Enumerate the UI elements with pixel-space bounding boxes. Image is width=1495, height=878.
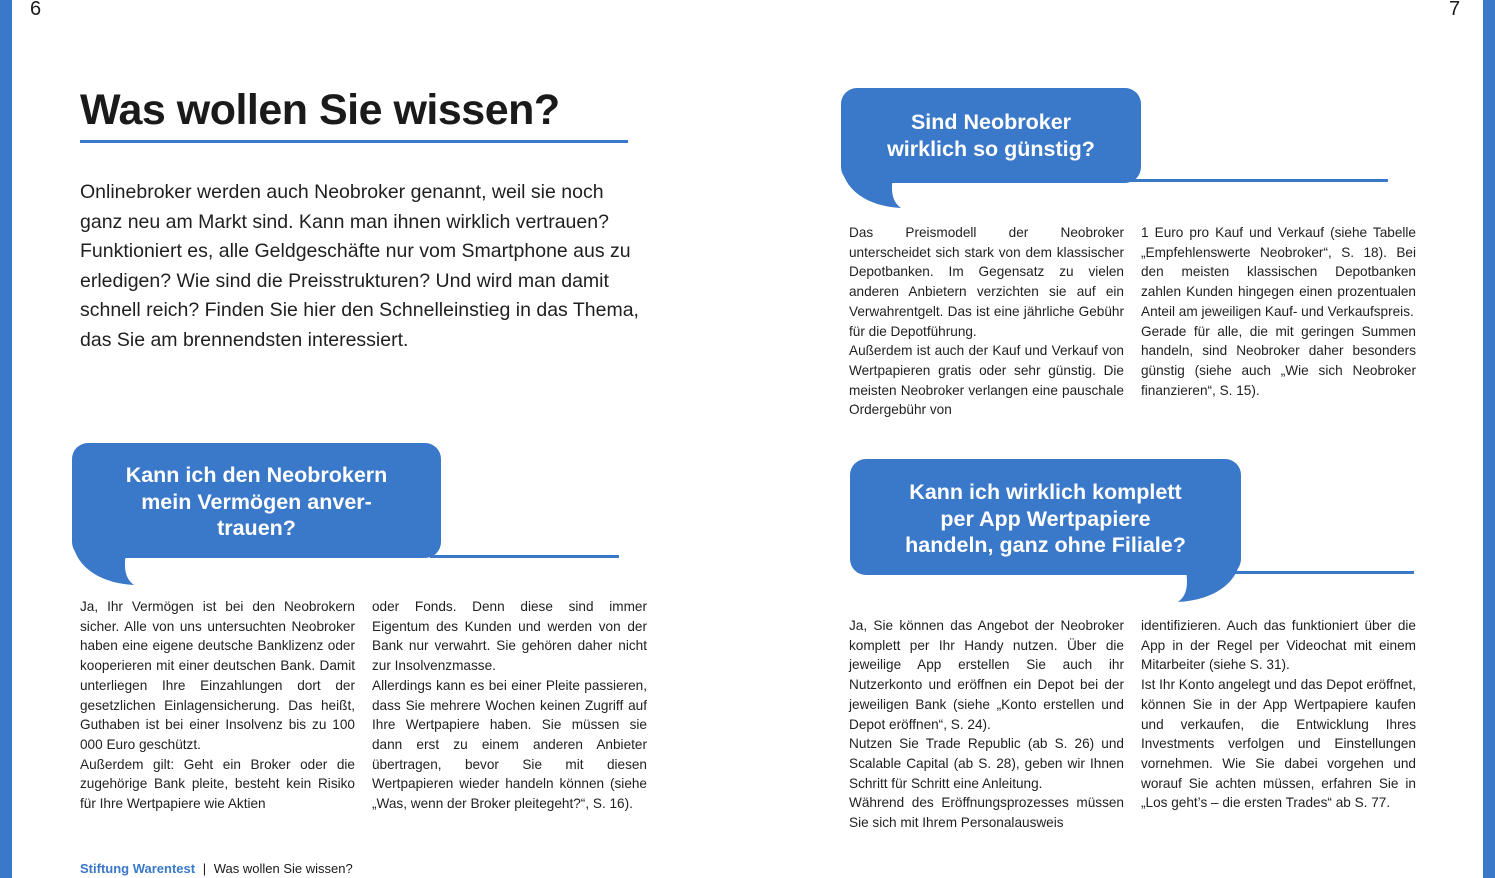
section-rule xyxy=(1130,179,1388,182)
answer-column-1 xyxy=(849,616,1124,833)
right-edge-bar xyxy=(1483,0,1495,878)
paragraph: Außerdem gilt: Geht ein Broker oder die zugehörige Bank pleite, besteht kein Risiko für Ihre Wertpapiere wie Aktien xyxy=(80,756,355,812)
footer-brand: Stiftung Warentest xyxy=(80,861,196,876)
answer-column-1 xyxy=(80,597,355,814)
title-underline xyxy=(80,140,628,143)
question-line: handeln, ganz ohne Filiale? xyxy=(905,533,1186,557)
paragraph: Ist Ihr Konto angelegt und das Depot eröffnet, können Sie in der App Wertpapiere kaufen und verkaufen, die Entwicklung Ihres Investments verfolgen und Einstellungen vornehmen. Wie Sie dabei vorgehen und worauf Sie achten müssen, erfahren Sie in „Los geht’s – die ersten Trades“ ab S. 77. xyxy=(1141,677,1416,811)
paragraph: Ja, Ihr Vermögen ist bei den Neobrokern sicher. Alle von uns untersuchten Neobroker haben eine eigene deutsche Banklizenz oder kooperieren mit einer deutschen Bank. Damit unterliegen Ihre Einzahlungen dort der gesetzlichen Einlagensicherung. Das heißt, Guthaben ist bei einer Insolvenz bis zu 100 000 Euro geschützt. xyxy=(80,599,355,752)
paragraph: Während des Eröffnungsprozesses müssen Sie sich mit Ihrem Personalausweis xyxy=(849,795,1124,831)
paragraph: Allerdings kann es bei einer Pleite passieren, dass Sie mehrere Wochen keinen Zugriff auf Ihre Wertpapiere haben. Sie müssen sie dann erst zu einem anderen Anbieter übertragen, bevor Sie mit diesen Wertpapieren wieder handeln können (siehe „Was, wenn der Broker pleitegeht?“, S. 16). xyxy=(372,677,647,812)
paragraph: identifizieren. Auch das funktioniert über die App in der Regel per Videochat mit einem Mitarbeiter (siehe S. 31). xyxy=(1141,618,1416,673)
answer-column-1 xyxy=(849,223,1124,420)
answer-column-2 xyxy=(1141,223,1416,400)
intro-paragraph: Onlinebroker werden auch Neobroker genannt, weil sie noch ganz neu am Markt sind. Kann man ihnen wirklich vertrauen? Funktioniert es, alle Geldgeschäfte nur vom Smartphone aus zu erledigen? Wie sind die Preisstrukturen? Und wird man damit schnell reich? Finden Sie hier den Schnelleinstieg in das Thema, das Sie am brennendsten interessiert. xyxy=(80,181,639,351)
question-line: Kann ich den Neobrokern xyxy=(125,463,388,487)
speech-bubble-tail xyxy=(841,160,911,210)
question-heading xyxy=(841,109,1141,162)
question-line: wirklich so günstig? xyxy=(887,136,1095,161)
answer-column-2 xyxy=(372,597,647,814)
paragraph: Außerdem ist auch der Kauf und Verkauf von Wertpapieren gratis oder sehr günstig. Die meisten Neobroker verlangen eine pauschale Ordergebühr von xyxy=(849,343,1124,418)
page-footer xyxy=(80,861,353,876)
paragraph: Nutzen Sie Trade Republic (ab S. 26) und Scalable Capital (ab S. 28), geben wir Ihnen Schritt für Schritt eine Anleitung. xyxy=(849,736,1124,791)
footer-separator: | xyxy=(202,861,207,876)
page-title: Was wollen Sie wissen? xyxy=(80,86,560,134)
question-line: per App Wertpapiere xyxy=(940,506,1151,531)
paragraph: 1 Euro pro Kauf und Verkauf (siehe Tabelle „Empfehlenswerte Neobroker“, S. 18). Bei den meisten klassischen Depotbanken zahlen Kunden hingegen einen prozentualen Anteil am jeweiligen Kauf- und Verkaufspreis. xyxy=(1141,225,1416,319)
paragraph: oder Fonds. Denn diese sind immer Eigentum des Kunden und werden von der Bank nur verwahrt. Sie gehören daher nicht zur Insolvenzmasse. xyxy=(372,599,647,674)
question-line: Sind Neobroker xyxy=(910,110,1072,134)
question-heading xyxy=(850,479,1241,559)
paragraph: Ja, Sie können das Angebot der Neobroker komplett per Ihr Handy nutzen. Über die jeweilige App erstellen Sie auch ihr Nutzerkonto und eröffnen ein Depot bei der jeweiligen Bank (siehe „Konto erstellen und Depot eröffnen“, S. 24). xyxy=(849,618,1124,732)
answer-column-2 xyxy=(1141,616,1416,813)
speech-bubble-tail xyxy=(1170,552,1245,604)
page-number-right: 7 xyxy=(1449,0,1461,20)
page-number-left: 6 xyxy=(30,0,42,20)
question-line: trauen? xyxy=(217,516,296,540)
paragraph: Das Preismodell der Neobroker unterscheidet sich stark von dem klassischer Depotbanken. Im Gegensatz zu vielen anderen Anbietern verzichten sie auf ein Verwahrentgelt. Das ist eine jährliche Gebühr für die Depotführung. xyxy=(849,225,1124,339)
section-rule xyxy=(1230,571,1414,574)
footer-section-title: Was wollen Sie wissen? xyxy=(213,861,353,876)
paragraph: Gerade für alle, die mit geringen Summen handeln, sind Neobroker daher besonders günstig (siehe auch „Wie sich Neobroker finanzieren“, S. 15). xyxy=(1141,323,1416,398)
question-line: mein Vermögen anver- xyxy=(141,489,372,514)
left-edge-bar xyxy=(0,0,12,878)
question-heading xyxy=(72,462,441,542)
question-line: Kann ich wirklich komplett xyxy=(909,480,1182,504)
speech-bubble-tail xyxy=(72,535,142,587)
section-rule xyxy=(430,555,619,558)
